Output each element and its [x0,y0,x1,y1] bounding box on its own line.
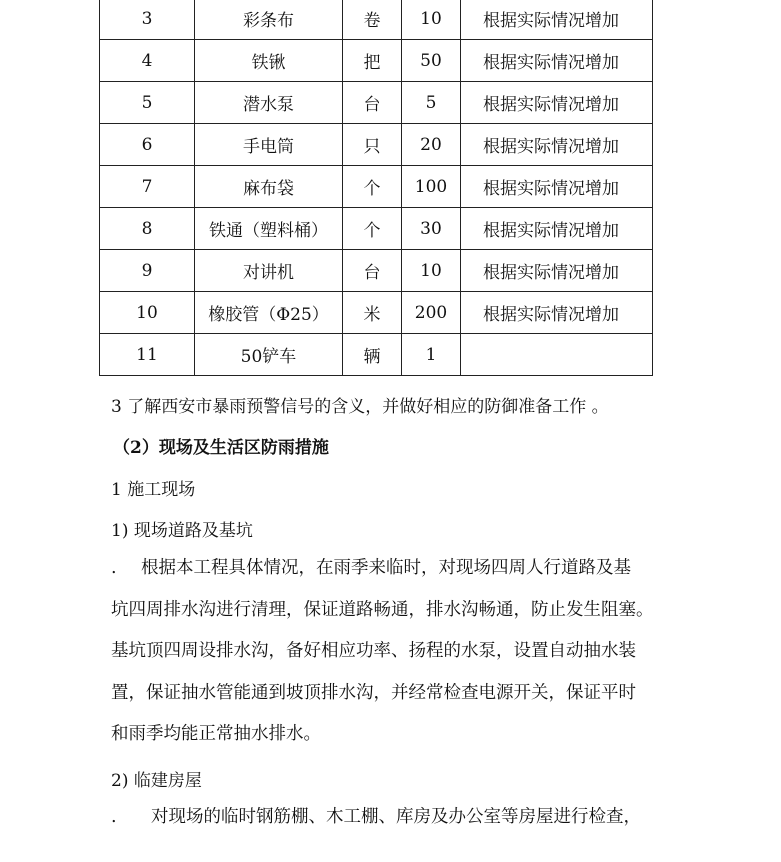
cell-unit: 个 [343,208,402,250]
paragraph-temporary-buildings [111,797,671,839]
cell-no: 3 [100,0,195,40]
subheading-construction-site: 1 施工现场 [111,480,196,500]
list-marker: . [111,807,117,827]
cell-qty: 10 [402,250,461,292]
cell-remark: 根据实际情况增加 [461,0,653,40]
cell-unit: 辆 [343,334,402,376]
cell-name: 50铲车 [195,334,343,376]
text-line: 坑四周排水沟进行清理，保证道路畅通，排水沟畅通，防止发生阻塞。 [111,599,654,620]
cell-qty: 50 [402,40,461,82]
text-line: 基坑顶四周设排水沟，备好相应功率、扬程的水泵，设置自动抽水装 [111,641,636,661]
table-row [100,208,653,250]
cell-unit: 个 [343,166,402,208]
table-row [100,292,653,334]
cell-no: 9 [100,250,195,292]
cell-no: 11 [100,334,195,376]
cell-no: 8 [100,208,195,250]
cell-remark: 根据实际情况增加 [461,208,653,250]
cell-no: 4 [100,40,195,82]
list-marker: . [111,558,117,578]
text-line: 置，保证抽水管能通到坡顶排水沟，并经常检查电源开关，保证平时 [111,682,636,703]
cell-qty: 1 [402,334,461,376]
cell-remark: 根据实际情况增加 [461,40,653,82]
cell-qty: 100 [402,166,461,208]
cell-name: 铁锹 [195,40,343,82]
cell-unit: 只 [343,124,402,166]
cell-unit: 把 [343,40,402,82]
cell-name: 彩条布 [195,0,343,40]
cell-no: 6 [100,124,195,166]
cell-qty: 5 [402,82,461,124]
table-row [100,334,653,376]
paragraph-roads-pits [111,548,671,756]
cell-name: 橡胶管（Φ25） [195,292,343,334]
cell-no: 10 [100,292,195,334]
table-row [100,250,653,292]
cell-unit: 米 [343,292,402,334]
cell-name: 铁通（塑料桶） [195,208,343,250]
cell-remark: 根据实际情况增加 [461,292,653,334]
text-line: 和雨季均能正常抽水排水。 [111,724,321,744]
table-row [100,124,653,166]
cell-name: 潜水泵 [195,82,343,124]
section-title: （2）现场及生活区防雨措施 [113,438,329,458]
text-line: . 根据本工程具体情况，在雨季来临时，对现场四周人行道路及基 [111,548,671,590]
cell-remark [461,334,653,376]
warning-paragraph: 3 了解西安市暴雨预警信号的含义，并做好相应的防御准备工作 。 [111,397,609,417]
cell-remark: 根据实际情况增加 [461,82,653,124]
cell-name: 对讲机 [195,250,343,292]
cell-no: 5 [100,82,195,124]
cell-unit: 卷 [343,0,402,40]
cell-unit: 台 [343,250,402,292]
cell-remark: 根据实际情况增加 [461,250,653,292]
table-row [100,0,653,40]
table-row [100,166,653,208]
table-row [100,40,653,82]
cell-qty: 200 [402,292,461,334]
cell-no: 7 [100,166,195,208]
cell-qty: 20 [402,124,461,166]
subheading-roads-pits: 1) 现场道路及基坑 [111,521,253,541]
cell-remark: 根据实际情况增加 [461,124,653,166]
cell-name: 手电筒 [195,124,343,166]
cell-name: 麻布袋 [195,166,343,208]
subheading-temporary-buildings: 2) 临建房屋 [111,771,202,791]
text-line: . 对现场的临时钢筋棚、木工棚、库房及办公室等房屋进行检查， [111,797,671,839]
cell-qty: 10 [402,0,461,40]
cell-remark: 根据实际情况增加 [461,166,653,208]
cell-qty: 30 [402,208,461,250]
table-row [100,82,653,124]
materials-table [99,0,653,376]
cell-unit: 台 [343,82,402,124]
